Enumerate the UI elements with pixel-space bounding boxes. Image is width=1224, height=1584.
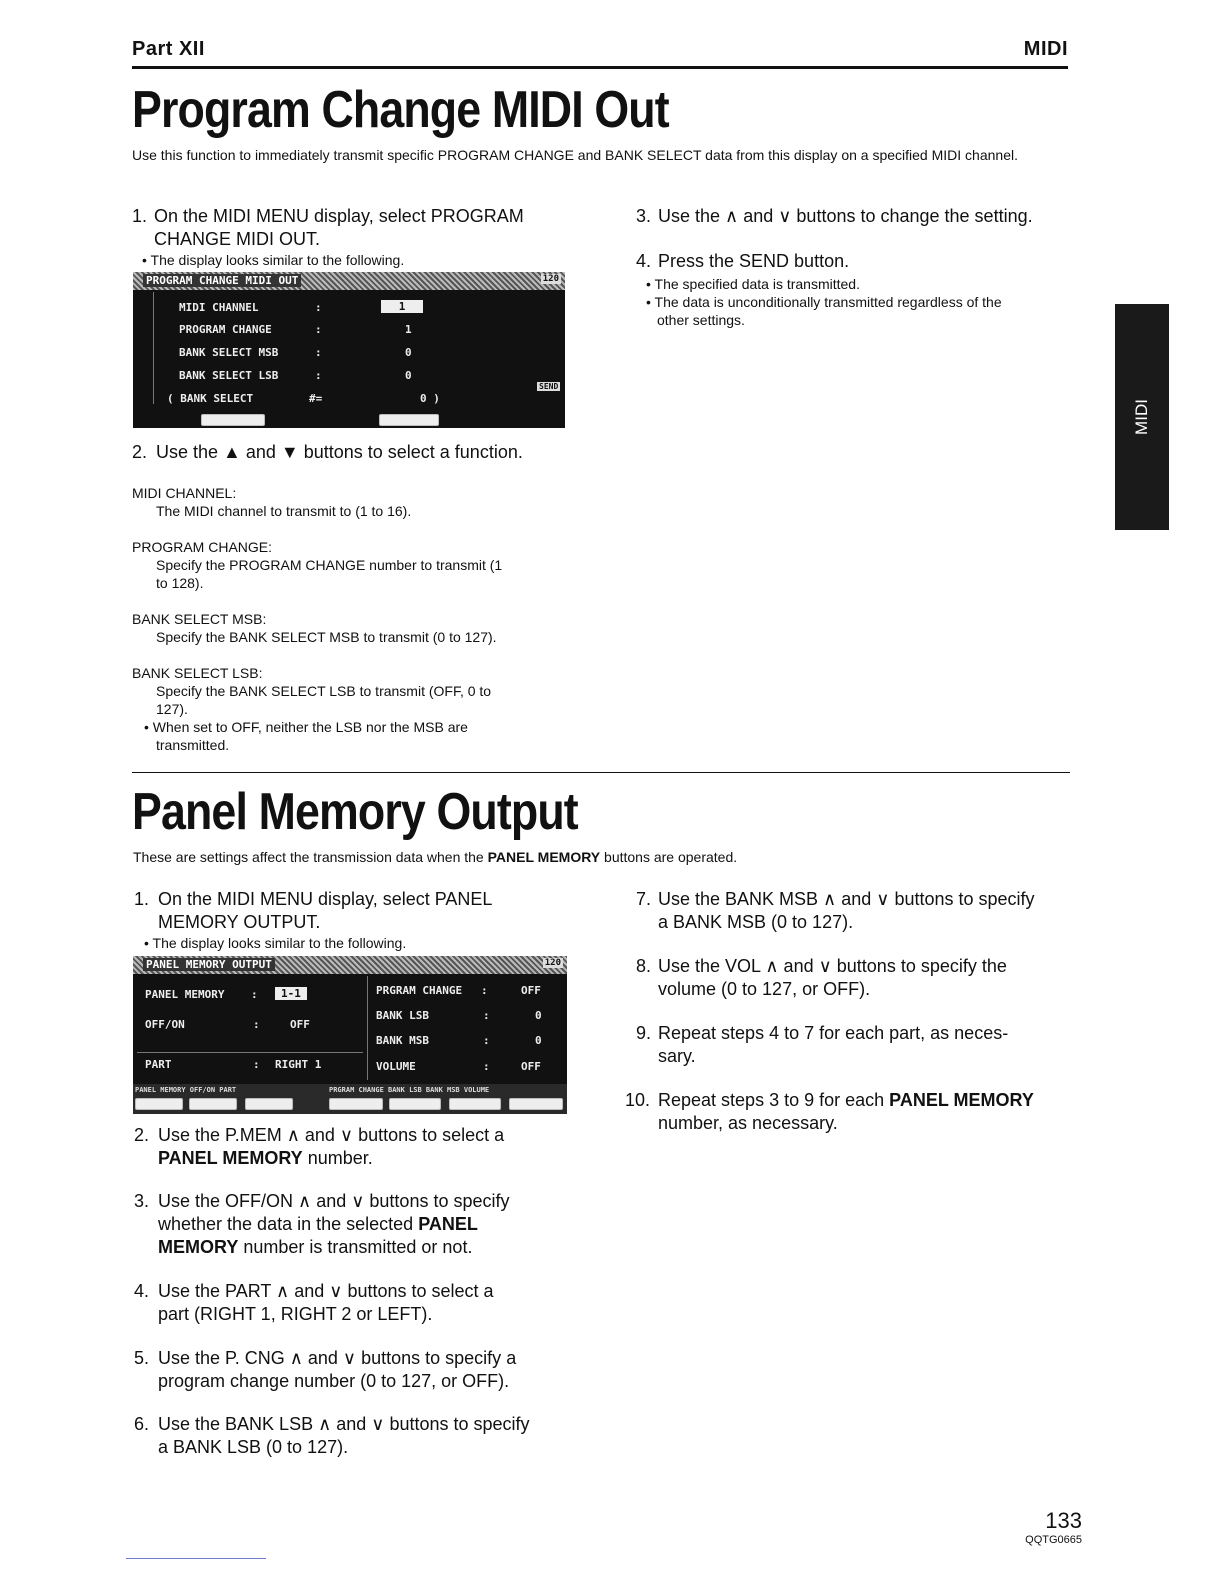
- lcd-divider: [367, 976, 368, 1080]
- step-2: [132, 441, 582, 465]
- step-number: 1.: [132, 206, 148, 226]
- def-desc: Specify the PROGRAM CHANGE number to transmit (1: [156, 557, 503, 573]
- step-text: Press the SEND button.: [658, 251, 850, 271]
- def-desc: The MIDI channel to transmit to (1 to 16).: [156, 503, 412, 519]
- lcd-up-down-button: [449, 1098, 501, 1110]
- section-label: MIDI: [1023, 38, 1068, 60]
- def-desc: Specify the BANK SELECT LSB to transmit (OFF, 0 to: [156, 683, 492, 699]
- lcd-program-change-midi-out: [133, 272, 565, 428]
- step-number: 9.: [636, 1023, 652, 1043]
- display-note: • The display looks similar to the following.: [144, 935, 407, 951]
- lcd-title: PROGRAM CHANGE MIDI OUT: [143, 274, 301, 287]
- step-10: [625, 1089, 1075, 1135]
- lcd-up-down-button: [379, 414, 439, 426]
- step-text: Repeat steps 3 to 9 for each: [658, 1090, 890, 1110]
- lcd-sep: :: [253, 1058, 260, 1071]
- lcd-left-panel-memory: PANEL MEMORY: [145, 988, 225, 1001]
- step-6: [134, 1413, 574, 1459]
- lcd-sep: :: [483, 1060, 490, 1073]
- def-note: • When set to OFF, neither the LSB nor the MSB are: [144, 719, 468, 735]
- step-text: Use the ▲ and ▼ buttons to select a function.: [156, 442, 523, 462]
- lcd-row-midi-channel: [179, 301, 258, 314]
- step-number: 6.: [134, 1414, 150, 1434]
- lcd-bottom-labels-left: PANEL MEMORY OFF/ON PART: [135, 1086, 237, 1094]
- display-note: • The display looks similar to the following.: [142, 252, 405, 268]
- lcd-value: 1: [405, 323, 412, 336]
- lcd-up-down-button: [189, 1098, 237, 1110]
- def-bank-msb: [132, 610, 497, 646]
- lcd-value: OFF: [521, 984, 541, 997]
- step-3: [134, 1190, 574, 1260]
- step-text-cont: a BANK MSB (0 to 127).: [658, 912, 854, 932]
- side-tab-label: MIDI: [1132, 399, 1151, 435]
- lcd-divider: [153, 292, 154, 404]
- step-number: 10.: [625, 1090, 651, 1110]
- lcd-right-bank-lsb: BANK LSB: [376, 1009, 429, 1022]
- intro-text: These are settings affect the transmission data when the: [133, 849, 488, 865]
- lcd-sep: :: [315, 369, 322, 382]
- lcd-value: OFF: [521, 1060, 541, 1073]
- footer-rule: [126, 1558, 266, 1559]
- def-desc: 127).: [156, 701, 188, 717]
- bold-term: MEMORY: [158, 1237, 239, 1257]
- step-number: 7.: [636, 889, 652, 909]
- step-text-cont: CHANGE MIDI OUT.: [154, 229, 321, 249]
- lcd-title-bar: [133, 956, 567, 974]
- note: • The specified data is transmitted.: [646, 276, 860, 292]
- document-code: QQTG0665: [1025, 1534, 1082, 1546]
- step-text-cont: volume (0 to 127, or OFF).: [658, 979, 871, 999]
- lcd-send-button: SEND: [539, 382, 559, 391]
- step-text: Use the P. CNG ∧ and ∨ buttons to specify a: [158, 1348, 517, 1368]
- lcd-panel-memory-output: [133, 956, 567, 1114]
- step-number: 2.: [134, 1125, 150, 1145]
- lcd-sep: :: [315, 301, 322, 314]
- step-text-cont: part (RIGHT 1, RIGHT 2 or LEFT).: [158, 1304, 433, 1324]
- step-text: On the MIDI MENU display, select PANEL: [158, 889, 493, 909]
- step-text: Repeat steps 4 to 7 for each part, as neces-: [658, 1023, 1009, 1043]
- step-1: [134, 888, 574, 934]
- lcd-sep: #=: [309, 392, 323, 405]
- lcd-tag: 120: [542, 274, 559, 284]
- lcd-right-volume: VOLUME: [376, 1060, 416, 1073]
- bold-term: PANEL MEMORY: [158, 1148, 303, 1168]
- lcd-left-part: PART: [145, 1058, 172, 1071]
- def-midi-channel: [132, 484, 411, 520]
- intro-bold: PANEL MEMORY: [487, 849, 601, 865]
- step-4-notes: [646, 275, 1002, 329]
- lcd-value: OFF: [290, 1018, 310, 1031]
- lcd-up-down-button: [201, 414, 265, 426]
- lcd-row-bank-msb: BANK SELECT MSB: [179, 346, 279, 359]
- step-text: number.: [302, 1148, 373, 1168]
- step-number: 3.: [636, 206, 652, 226]
- step-number: 2.: [132, 442, 148, 462]
- bold-term: PANEL MEMORY: [889, 1090, 1034, 1110]
- step-number: 4.: [636, 251, 652, 271]
- step-number: 4.: [134, 1281, 150, 1301]
- lcd-sep: :: [253, 1018, 260, 1031]
- step-8: [636, 955, 1076, 1001]
- lcd-value: RIGHT 1: [275, 1058, 322, 1071]
- def-program-change: [132, 538, 502, 592]
- note: • The data is unconditionally transmitted regardless of the: [646, 294, 1002, 310]
- def-term: BANK SELECT LSB:: [132, 665, 263, 681]
- section-title-panel-memory: Panel Memory Output: [132, 783, 578, 841]
- lcd-title: PANEL MEMORY OUTPUT: [143, 958, 275, 971]
- lcd-value: 0: [405, 369, 412, 382]
- lcd-sep: :: [483, 1034, 490, 1047]
- step-text-cont: sary.: [658, 1046, 696, 1066]
- step-5: [134, 1347, 574, 1393]
- lcd-row-program-change: PROGRAM CHANGE: [179, 323, 272, 336]
- step-9: [636, 1022, 1076, 1068]
- def-bank-lsb: [132, 664, 491, 754]
- step-text-cont: program change number (0 to 127, or OFF).: [158, 1371, 510, 1391]
- lcd-value: 0: [405, 346, 412, 359]
- step-text: number is transmitted or not.: [238, 1237, 473, 1257]
- lcd-row-bank-select: ( BANK SELECT: [167, 392, 254, 405]
- lcd-left-off-on: OFF/ON: [145, 1018, 185, 1031]
- lcd-tag: 120: [544, 958, 561, 968]
- step-text: [658, 1089, 1034, 1112]
- section-intro: Use this function to immediately transmit specific PROGRAM CHANGE and BANK SELECT data from this display on a specified MIDI channel.: [132, 147, 1018, 163]
- def-term: MIDI CHANNEL:: [132, 485, 237, 501]
- step-2: [134, 1124, 574, 1170]
- step-text: Use the OFF/ON ∧ and ∨ buttons to specify: [158, 1191, 510, 1211]
- step-text-cont: MEMORY OUTPUT.: [158, 912, 321, 932]
- lcd-right-program-change: PRGRAM CHANGE: [376, 984, 463, 997]
- side-tab-midi: [1115, 304, 1169, 530]
- bold-term: PANEL: [418, 1214, 478, 1234]
- step-text-cont: [158, 1236, 472, 1259]
- lcd-sep: :: [481, 984, 488, 997]
- step-number: 3.: [134, 1191, 150, 1211]
- section-intro: [133, 848, 737, 867]
- step-text: Use the VOL ∧ and ∨ buttons to specify the: [658, 956, 1007, 976]
- lcd-up-down-button: [389, 1098, 441, 1110]
- lcd-row-bank-lsb: BANK SELECT LSB: [179, 369, 279, 382]
- step-text: Use the BANK MSB ∧ and ∨ buttons to specify: [658, 889, 1035, 909]
- section-title-program-change: Program Change MIDI Out: [132, 81, 669, 139]
- step-text-cont: a BANK LSB (0 to 127).: [158, 1437, 349, 1457]
- lcd-up-down-button: [509, 1098, 563, 1110]
- intro-text: buttons are operated.: [600, 849, 738, 865]
- step-1: [132, 205, 582, 251]
- step-text-cont: number, as necessary.: [658, 1113, 838, 1133]
- note: other settings.: [657, 312, 745, 328]
- step-text: Use the P.MEM ∧ and ∨ buttons to select a: [158, 1125, 505, 1145]
- lcd-right-bank-msb: BANK MSB: [376, 1034, 429, 1047]
- def-term: PROGRAM CHANGE:: [132, 539, 273, 555]
- step-text: On the MIDI MENU display, select PROGRAM: [154, 206, 524, 226]
- lcd-value: 0: [535, 1009, 542, 1022]
- def-note: transmitted.: [156, 737, 230, 753]
- lcd-hrule: [137, 1052, 363, 1053]
- header-rule: [132, 66, 1068, 69]
- step-number: 5.: [134, 1348, 150, 1368]
- step-7: [636, 888, 1076, 934]
- step-text-cont: [158, 1147, 373, 1170]
- def-desc: Specify the BANK SELECT MSB to transmit (0 to 127).: [156, 629, 497, 645]
- step-number: 1.: [134, 889, 150, 909]
- step-text-cont: [158, 1213, 478, 1236]
- step-3: [636, 205, 1076, 229]
- step-4: [636, 250, 1076, 274]
- lcd-value-selected: 1: [381, 300, 423, 313]
- lcd-title-bar: [133, 272, 565, 290]
- lcd-up-down-button: [329, 1098, 383, 1110]
- step-text: whether the data in the selected: [158, 1214, 419, 1234]
- lcd-sep: :: [251, 988, 258, 1001]
- lcd-up-down-button: [245, 1098, 293, 1110]
- lcd-row-label: MIDI CHANNEL: [179, 301, 259, 314]
- lcd-bottom-labels-right: PRGRAM CHANGE BANK LSB BANK MSB VOLUME: [329, 1086, 490, 1094]
- lcd-sep: :: [315, 346, 322, 359]
- section-divider: [132, 772, 1070, 773]
- def-desc: to 128).: [156, 575, 204, 591]
- page-number: 133: [1045, 1508, 1082, 1533]
- lcd-sep: :: [483, 1009, 490, 1022]
- step-text: Use the PART ∧ and ∨ buttons to select a: [158, 1281, 494, 1301]
- lcd-sep: :: [315, 323, 322, 336]
- lcd-up-down-button: [135, 1098, 183, 1110]
- lcd-value-selected: 1-1: [275, 987, 307, 1000]
- def-term: BANK SELECT MSB:: [132, 611, 267, 627]
- step-number: 8.: [636, 956, 652, 976]
- lcd-value: 0 ): [420, 392, 440, 405]
- step-text: Use the ∧ and ∨ buttons to change the setting.: [658, 206, 1033, 226]
- step-text: Use the BANK LSB ∧ and ∨ buttons to specify: [158, 1414, 530, 1434]
- part-label: Part XII: [132, 38, 205, 60]
- step-4: [134, 1280, 574, 1326]
- lcd-value: 0: [535, 1034, 542, 1047]
